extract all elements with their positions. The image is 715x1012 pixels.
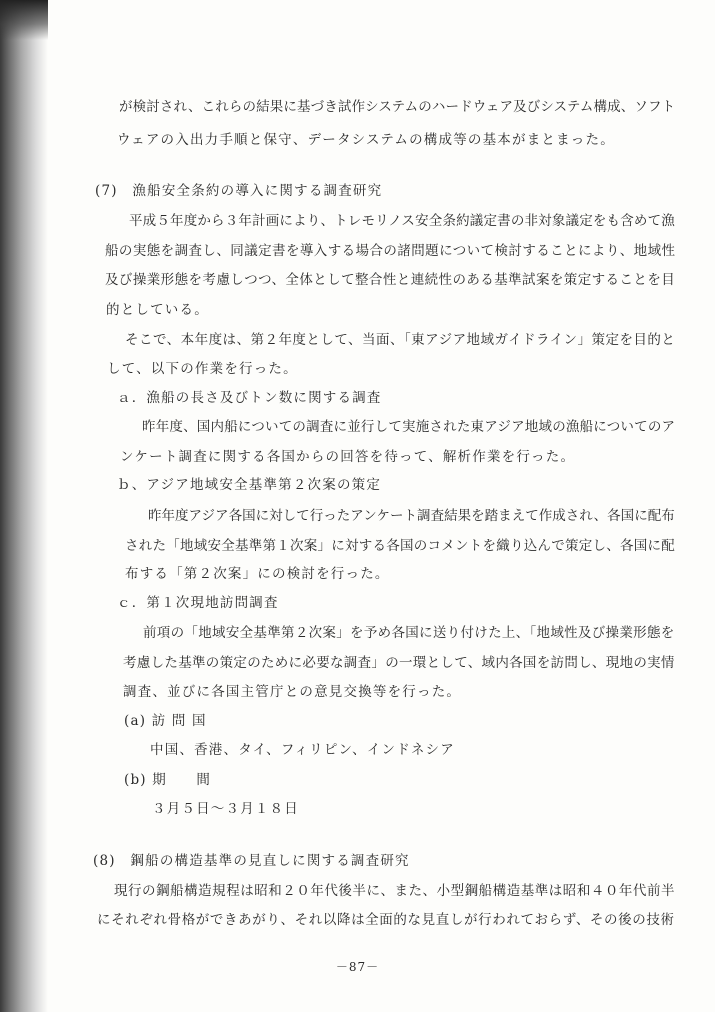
binding-corner-shadow bbox=[0, 0, 48, 40]
text-line: 的としている。 bbox=[106, 302, 209, 318]
text-line: ウェアの入出力手順と保守、データシステムの構成等の基本がまとまった。 bbox=[117, 132, 615, 148]
text-line: 調査、並びに各国主管庁との意見交換等を行った。 bbox=[123, 684, 462, 700]
text-line: 及び操業形態を考慮しつつ、全体として整合性と連続性のある基準試案を策定することを目 bbox=[105, 272, 676, 288]
page-number: －87－ bbox=[335, 960, 380, 974]
text-line: 布する「第２次案」にの検討を行った。 bbox=[125, 566, 390, 582]
text-line: にそれぞれ骨格ができあがり、それ以降は全面的な見直しが行われておらず、その後の技術 bbox=[97, 912, 675, 928]
section-heading-7: (7) 漁船安全条約の導入に関する調査研究 bbox=[95, 183, 383, 199]
subsection-heading-b: ｂ、アジア地域安全基準第２次案の策定 bbox=[117, 477, 382, 493]
text-line: 昨年度、国内船についての調査に並行して実施された東アジア地域の漁船についてのア bbox=[142, 419, 676, 435]
text-line: して、以下の作業を行った。 bbox=[107, 361, 298, 377]
text-line: 前項の「地域安全基準第２次案」を予め各国に送り付けた上、「地域性及び操業形態を bbox=[143, 625, 675, 641]
subsection-heading-a: ａ．漁船の長さ及びトン数に関する調査 bbox=[117, 390, 382, 406]
text-line: された「地域安全基準第１次案」に対する各国のコメントを織り込んで策定し、各国に配 bbox=[125, 538, 675, 554]
item-value-visit-countries: 中国、香港、タイ、フィリピン、インドネシア bbox=[150, 742, 455, 758]
item-label-visit-countries: (a) 訪 問 国 bbox=[124, 713, 207, 729]
text-line: 昨年度アジア各国に対して行ったアンケート調査結果を踏まえて作成され、各国に配布 bbox=[148, 508, 675, 524]
text-line: 考慮した基準の策定のために必要な調査」の一環として、域内各国を訪問し、現地の実情 bbox=[123, 655, 675, 671]
text-line: そこで、本年度は、第２年度として、当面、「東アジア地域ガイドライン」策定を目的と bbox=[125, 332, 676, 348]
subsection-heading-c: ｃ．第１次現地訪問調査 bbox=[117, 595, 279, 611]
section-heading-8: (8) 鋼船の構造基準の見直しに関する調査研究 bbox=[93, 853, 410, 869]
text-line: ンケート調査に関する各国からの回答を待って、解析作業を行った。 bbox=[120, 449, 576, 465]
item-value-period: ３月５日～３月１８日 bbox=[152, 801, 299, 817]
item-label-period: (b) 期 間 bbox=[124, 772, 212, 788]
binding-shadow bbox=[0, 0, 48, 1012]
text-line: 現行の鋼船構造規程は昭和２０年代後半に、また、小型鋼船構造基準は昭和４０年代前半 bbox=[114, 883, 675, 899]
text-line: 船の実態を調査し、同議定書を導入する場合の諸問題について検討することにより、地域性 bbox=[105, 243, 676, 259]
text-line: が検討され、これらの結果に基づき試作システムのハードウェア及びシステム構成、ソフト bbox=[119, 99, 676, 115]
text-line: 平成５年度から３年計画により、トレモリノス安全条約議定書の非対象議定をも含めて漁 bbox=[129, 213, 675, 229]
